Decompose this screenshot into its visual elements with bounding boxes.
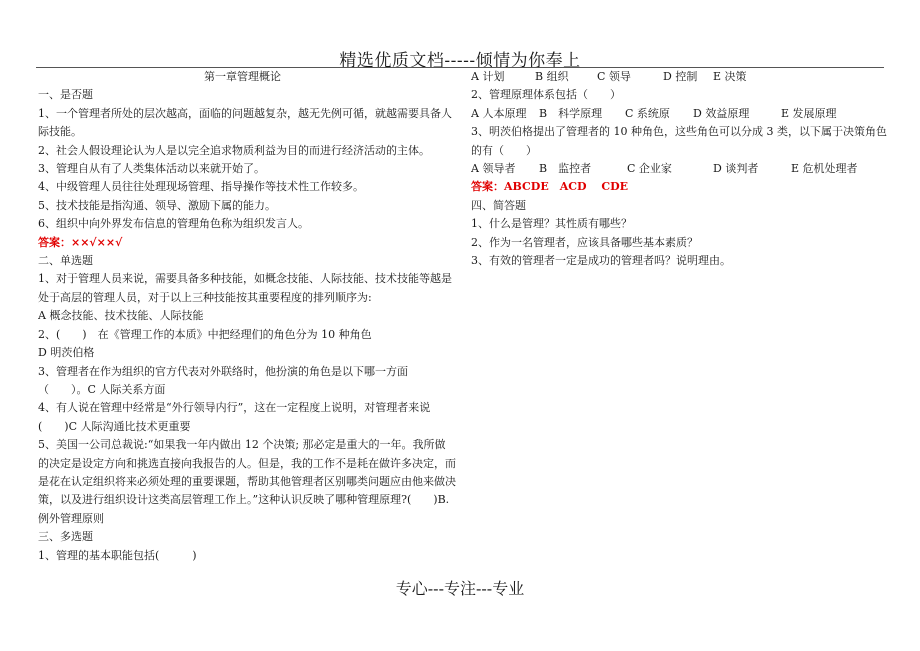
tf-question-2: 2、社会人假设理论认为人是以完全追求物质利益为目的而进行经济活动的主体。 — [38, 143, 430, 157]
section-heading-true-false: 一、是否题 — [38, 88, 93, 102]
tf-answer: 答案：××√××√ — [38, 235, 123, 249]
tf-question-6: 6、组织中向外界发布信息的管理角色称为组织发言人。 — [38, 217, 309, 231]
sc-answer-1: A 概念技能、技术技能、人际技能 — [38, 309, 204, 323]
sa-question-2: 2、作为一名管理者，应该具备哪些基本素质？ — [471, 235, 698, 249]
option-c: C 企业家 — [627, 162, 672, 176]
mc-options-1 — [471, 68, 891, 86]
option-e: E 决策 — [713, 70, 747, 83]
sc-question-3: 3、管理者在作为组织的官方代表对外联络时，他扮演的角色是以下哪一方面 — [38, 364, 408, 378]
section-heading-single-choice: 二、单选题 — [38, 254, 93, 268]
sc-answer-2: D 明茨伯格 — [38, 346, 95, 360]
option-a: A 人本原理 — [471, 106, 527, 120]
tf-question-4: 4、中级管理人员往往处理现场管理、指导操作等技术性工作较多。 — [38, 180, 364, 194]
right-column — [471, 68, 891, 270]
option-e: E 危机处理者 — [791, 162, 858, 176]
option-b: B 组织 — [535, 70, 569, 83]
sc-answer-4: ( )C 人际沟通比技术更重要 — [38, 419, 191, 433]
sc-answer-3: （ ）。C 人际关系方面 — [38, 382, 166, 396]
option-a: A 领导者 — [471, 162, 516, 176]
mc-answer: 答案：ABCDE ACD CDE — [471, 180, 629, 194]
option-e: E 发展原理 — [781, 106, 837, 120]
tf-question-5: 5、技术技能是指沟通、领导、激励下属的能力。 — [38, 198, 276, 212]
option-c: C 系统原 — [625, 106, 670, 120]
page-header-title: 精选优质文档-----倾情为你奉上 — [339, 51, 581, 71]
sc-question-2: 2、( ) 在《管理工作的本质》中把经理们的角色分为 10 种角色 — [38, 327, 372, 341]
mc-question-2: 2、管理原理体系包括（ ） — [471, 88, 621, 102]
section-heading-short-answer: 四、简答题 — [471, 198, 526, 212]
left-column — [38, 68, 456, 565]
mc-options-3 — [471, 160, 891, 178]
sa-question-1: 1、什么是管理？其性质有哪些？ — [471, 217, 632, 231]
option-b: B 监控者 — [539, 162, 592, 176]
tf-question-3: 3、管理自从有了人类集体活动以来就开始了。 — [38, 162, 265, 176]
option-d: D 控制 — [663, 70, 698, 83]
sc-question-5: 5、美国一公司总裁说:“如果我一年内做出 12 个决策; 那必定是重大的一年。我所做的决定是设定方向和挑选直接向我报告的人。但是，我的工作不是耗在做许多决定，而是花在认定组织将来必须处理的重要课题，帮助其他管理者区别哪类问题应由他来做决策，以及进行组织设计这类高层管理工作上。”这种认识反映了哪种管理原理?( )B.例外管理原则 — [38, 438, 456, 525]
option-b: B 科学原理 — [539, 106, 603, 120]
sc-question-1: 1、对于管理人员来说，需要具备多种技能，如概念技能、人际技能、技术技能等越是处于高层的管理人员，对于以上三种技能按其重要程度的排列顺序为: — [38, 272, 452, 304]
option-a: A 计划 — [471, 70, 505, 83]
option-c: C 领导 — [597, 70, 631, 83]
section-heading-multiple-choice: 三、多选题 — [38, 530, 93, 544]
mc-question-1: 1、管理的基本职能包括( ) — [38, 548, 197, 562]
chapter-title: 第一章管理概论 — [204, 70, 281, 83]
sc-question-4: 4、有人说在管理中经常是“外行领导内行”，这在一定程度上说明，对管理者来说 — [38, 401, 431, 415]
option-d: D 谈判者 — [713, 162, 759, 176]
page-footer-title: 专心---专注---专业 — [395, 579, 525, 598]
sa-question-3: 3、有效的管理者一定是成功的管理者吗？说明理由。 — [471, 254, 731, 268]
mc-question-3: 3、明茨伯格提出了管理者的 10 种角色，这些角色可以分成 3 类，以下属于决策角色的有（ ） — [471, 125, 887, 157]
option-d: D 效益原理 — [693, 106, 750, 120]
mc-options-2 — [471, 105, 891, 123]
tf-question-1: 1、一个管理者所处的层次越高，面临的问题越复杂，越无先例可循，就越需要具备人际技能。 — [38, 106, 452, 139]
